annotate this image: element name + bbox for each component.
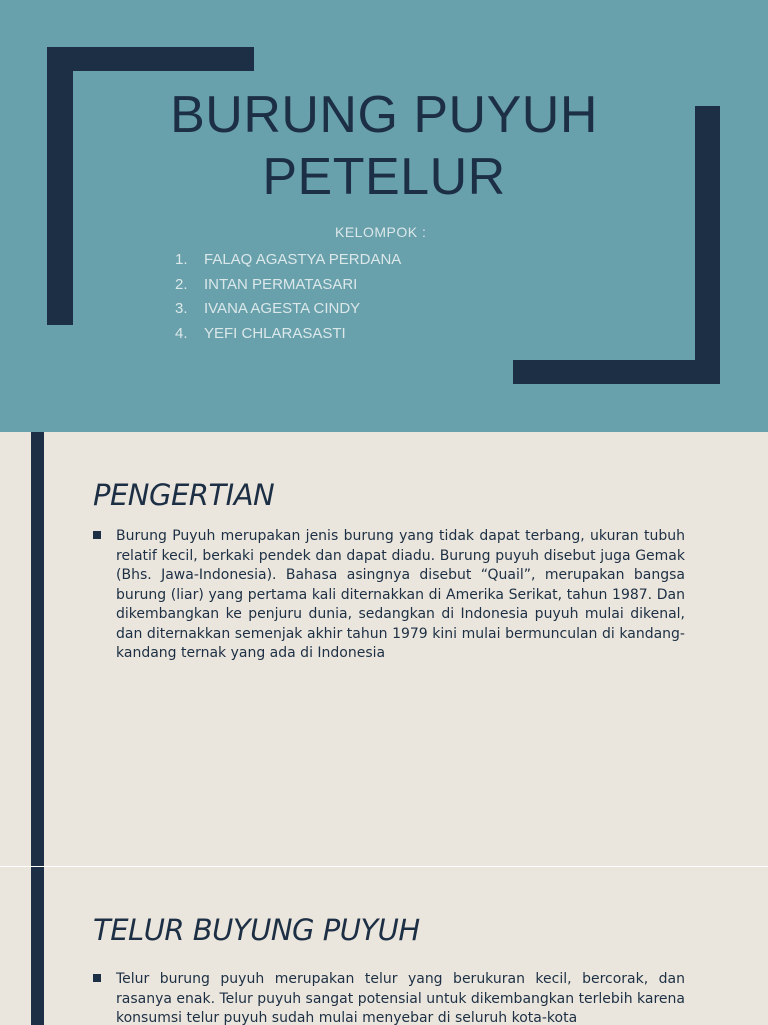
section-heading: PENGERTIAN bbox=[93, 478, 275, 512]
bullet-text: Telur burung puyuh merupakan telur yang berukuran kecil, bercorak, dan rasanya enak. Telur puyuh sangat potensial untuk dikembangkan terlebih karena konsumsi telur puyuh sudah mulai menyebar di seluruh kota-kota bbox=[116, 971, 685, 1025]
title-slide bbox=[0, 0, 768, 432]
section-heading: TELUR BUYUNG PUYUH bbox=[93, 913, 420, 947]
list-item-number: 2. bbox=[175, 275, 188, 293]
member-name: FALAQ AGASTYA PERDANA bbox=[204, 251, 402, 268]
list-item bbox=[175, 297, 401, 322]
presentation-title-line-2: PETELUR bbox=[262, 148, 506, 206]
frame-bracket-bottom-right-horizontal bbox=[513, 360, 720, 384]
list-item bbox=[175, 248, 401, 273]
accent-bar bbox=[31, 432, 44, 866]
frame-bracket-top-left-horizontal bbox=[47, 47, 254, 71]
eggs-slide bbox=[0, 866, 768, 1025]
member-list bbox=[175, 248, 401, 346]
member-name: IVANA AGESTA CINDY bbox=[204, 300, 361, 317]
list-item bbox=[175, 322, 401, 347]
list-item-number: 3. bbox=[175, 300, 188, 317]
member-name: INTAN PERMATASARI bbox=[204, 275, 358, 293]
bullet-item bbox=[93, 527, 685, 664]
list-item bbox=[175, 273, 401, 298]
list-item-number: 4. bbox=[175, 324, 188, 342]
member-name: YEFI CHLARASASTI bbox=[204, 324, 346, 342]
bullet-item bbox=[93, 970, 685, 1025]
square-bullet-icon bbox=[93, 974, 101, 982]
accent-bar bbox=[31, 867, 44, 1025]
bullet-text: Burung Puyuh merupakan jenis burung yang tidak dapat terbang, ukuran tubuh relatif kecil, berkaki pendek dan dapat diadu. Burung puyuh disebut juga Gemak (Bhs. Jawa-Indonesia). Bahasa asingnya disebut “Quail”, merupakan bangsa burung (liar) yang pertama kali diternakkan di Amerika Serikat, tahun 1987. Dan dikembangkan ke penjuru dunia, sedangkan di Indonesia puyuh mulai dikenal, dan diternakkan semenjak akhir tahun 1979 kini mulai bermunculan di kandang-kandang ternak yang ada di Indonesia bbox=[116, 528, 685, 661]
definition-slide bbox=[0, 432, 768, 866]
presentation-title bbox=[0, 84, 768, 208]
presentation-title-line-1: BURUNG PUYUH bbox=[170, 86, 598, 144]
group-label: KELOMPOK : bbox=[335, 224, 427, 240]
list-item-number: 1. bbox=[175, 251, 188, 268]
square-bullet-icon bbox=[93, 531, 101, 539]
